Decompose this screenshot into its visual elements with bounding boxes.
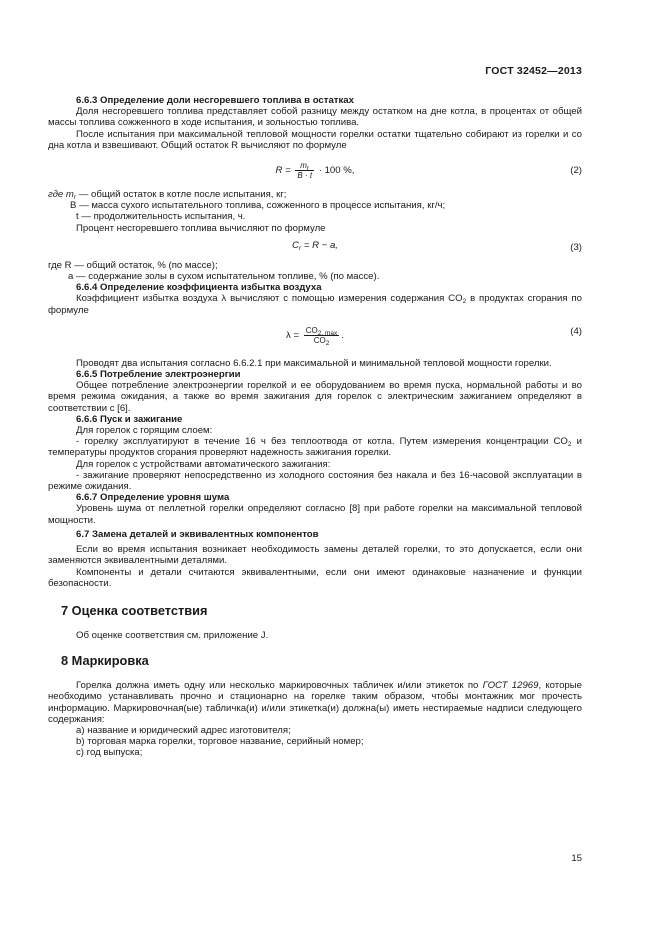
document-id: ГОСТ 32452—2013 [485, 65, 582, 77]
denominator-subscript: 2 [325, 339, 330, 347]
paragraph [48, 293, 582, 315]
heading-8: 8 Маркировка [61, 653, 149, 669]
subscript: 2 [462, 298, 467, 306]
heading-6-6-3: 6.6.3 Определение доли несгоревшего топлива в остатках [76, 95, 354, 106]
page-number: 15 [571, 853, 582, 864]
paragraph: Для горелок с устройствами автоматического зажигания: [76, 458, 331, 470]
page-content [48, 95, 582, 759]
list-item: b) торговая марка горелки, торговое название, серийный номер; [76, 736, 364, 748]
denominator: B · t [297, 171, 313, 181]
eq-rhs: · 100 %, [318, 165, 355, 177]
paragraph: Для горелок с горящим слоем: [76, 425, 213, 437]
eq-lhs: λ = [286, 329, 300, 341]
where-clause: a — содержание золы в сухом испытательном топливе, % (по массе). [68, 271, 380, 283]
where-clause: B — масса сухого испытательного топлива, сожженного в процессе испытания, кг/ч; [70, 200, 446, 212]
heading-6-7: 6.7 Замена деталей и эквивалентных компонентов [76, 528, 319, 540]
paragraph: Общее потребление электроэнергии горелкой и ее оборудованием во время пуска, нормальной работы и во время режима ожидания, а также во время зажигания для горелок с электрическим зажиганием определяют в соответствии с [6]. [48, 380, 582, 414]
eq-lhs-sub: r [298, 244, 302, 252]
text: - горелку эксплуатируют в течение 16 ч без теплоотвода от котла. Путем измерения концентрации CO [76, 436, 568, 448]
list-item: a) название и юридический адрес изготовителя; [76, 724, 291, 736]
heading-6-6-4: 6.6.4 Определение коэффициента избытка воздуха [76, 282, 322, 294]
heading-7: 7 Оценка соответствия [61, 602, 208, 618]
text: Коэффициент избытка воздуха λ вычисляют с помощью измерения содержания CO [76, 293, 463, 305]
equation-number: (2) [570, 165, 582, 177]
heading-6-6-6: 6.6.6 Пуск и зажигание [76, 413, 183, 425]
where-clause [48, 189, 582, 200]
equation-number: (3) [570, 241, 582, 253]
paragraph: Компоненты и детали считаются эквивалентными, если они имеют одинаковые назначение и функции безопасности. [48, 566, 582, 589]
paragraph: Об оценке соответствия см. приложение J. [76, 629, 269, 641]
where-text: — общий остаток в котле после испытания, кг; [76, 189, 287, 201]
dash-item [48, 436, 582, 458]
equation-number: (4) [570, 325, 582, 337]
list-item: c) год выпуска; [76, 747, 143, 759]
numerator-subscript: r [306, 165, 310, 173]
paragraph: Проводят два испытания согласно 6.6.2.1 при максимальной и минимальной тепловой мощности горелки. [76, 357, 552, 369]
where-sub: r [73, 194, 77, 202]
text: в продуктах сгорания по формуле [48, 293, 582, 316]
equation-4 [48, 318, 582, 352]
numerator-subscript: 2, max [317, 329, 338, 337]
dash-item: - зажигание проверяют непосредственно из холодного состояния без накала и без 16-часовой эксплуатации в режиме ожидания. [48, 469, 582, 493]
where-lead: где m [48, 189, 74, 201]
heading-6-6-5: 6.6.5 Потребление электроэнергии [76, 369, 241, 381]
text: Горелка должна иметь одну или несколько маркировочных табличек и/или этикеток по [76, 680, 483, 692]
numerator: m [300, 161, 307, 171]
paragraph: Если во время испытания возникает необходимость замены деталей горелки, то это допускается, если они заменяются эквивалентными деталями. [48, 544, 582, 567]
paragraph: Доля несгоревшего топлива представляет собой разницу между остатком на дне котла, в процентах от общей массы топлива сожженного в ходе испытания, и зольностью топлива. [48, 106, 582, 129]
paragraph: Процент несгоревшего топлива вычисляют по формуле [76, 222, 326, 234]
text: , которые необходимо устанавливать прочно и стационарно на горелке таким образом, чтобы монтажник мог прочесть информацию. Маркировочная(ые) табличка(и) и/или этикетка(и) должна(ы) иметь нестираемые надписи следующего содержания: [48, 680, 582, 725]
standard-reference: ГОСТ 12969 [482, 680, 539, 692]
paragraph [48, 680, 582, 725]
denominator: CO [313, 335, 326, 345]
eq-rhs: = R − a, [301, 239, 338, 251]
text: и температуры продуктов сгорания проверяют надежность зажигания горелки. [48, 436, 582, 459]
numerator: CO [305, 325, 318, 335]
fraction [304, 326, 340, 345]
equation-2 [48, 153, 582, 187]
subscript: 2 [567, 441, 572, 449]
equation-3 [48, 236, 582, 258]
eq-lhs: R = [275, 165, 291, 177]
where-clause: t — продолжительность испытания, ч. [76, 211, 246, 223]
fraction [295, 161, 314, 180]
eq-lhs: C [292, 239, 299, 251]
where-clause: где R — общий остаток, % (по массе); [48, 259, 218, 271]
paragraph: После испытания при максимальной тепловой мощности горелки остатки тщательно собирают из горелки и со дна котла и взвешивают. Общий остаток R вычисляют по формуле [48, 128, 582, 151]
eq-tail: . [341, 329, 344, 341]
heading-6-6-7: 6.6.7 Определение уровня шума [76, 492, 230, 504]
paragraph: Уровень шума от пеллетной горелки определяют согласно [8] при работе горелки на максимальной тепловой мощности. [48, 503, 582, 526]
